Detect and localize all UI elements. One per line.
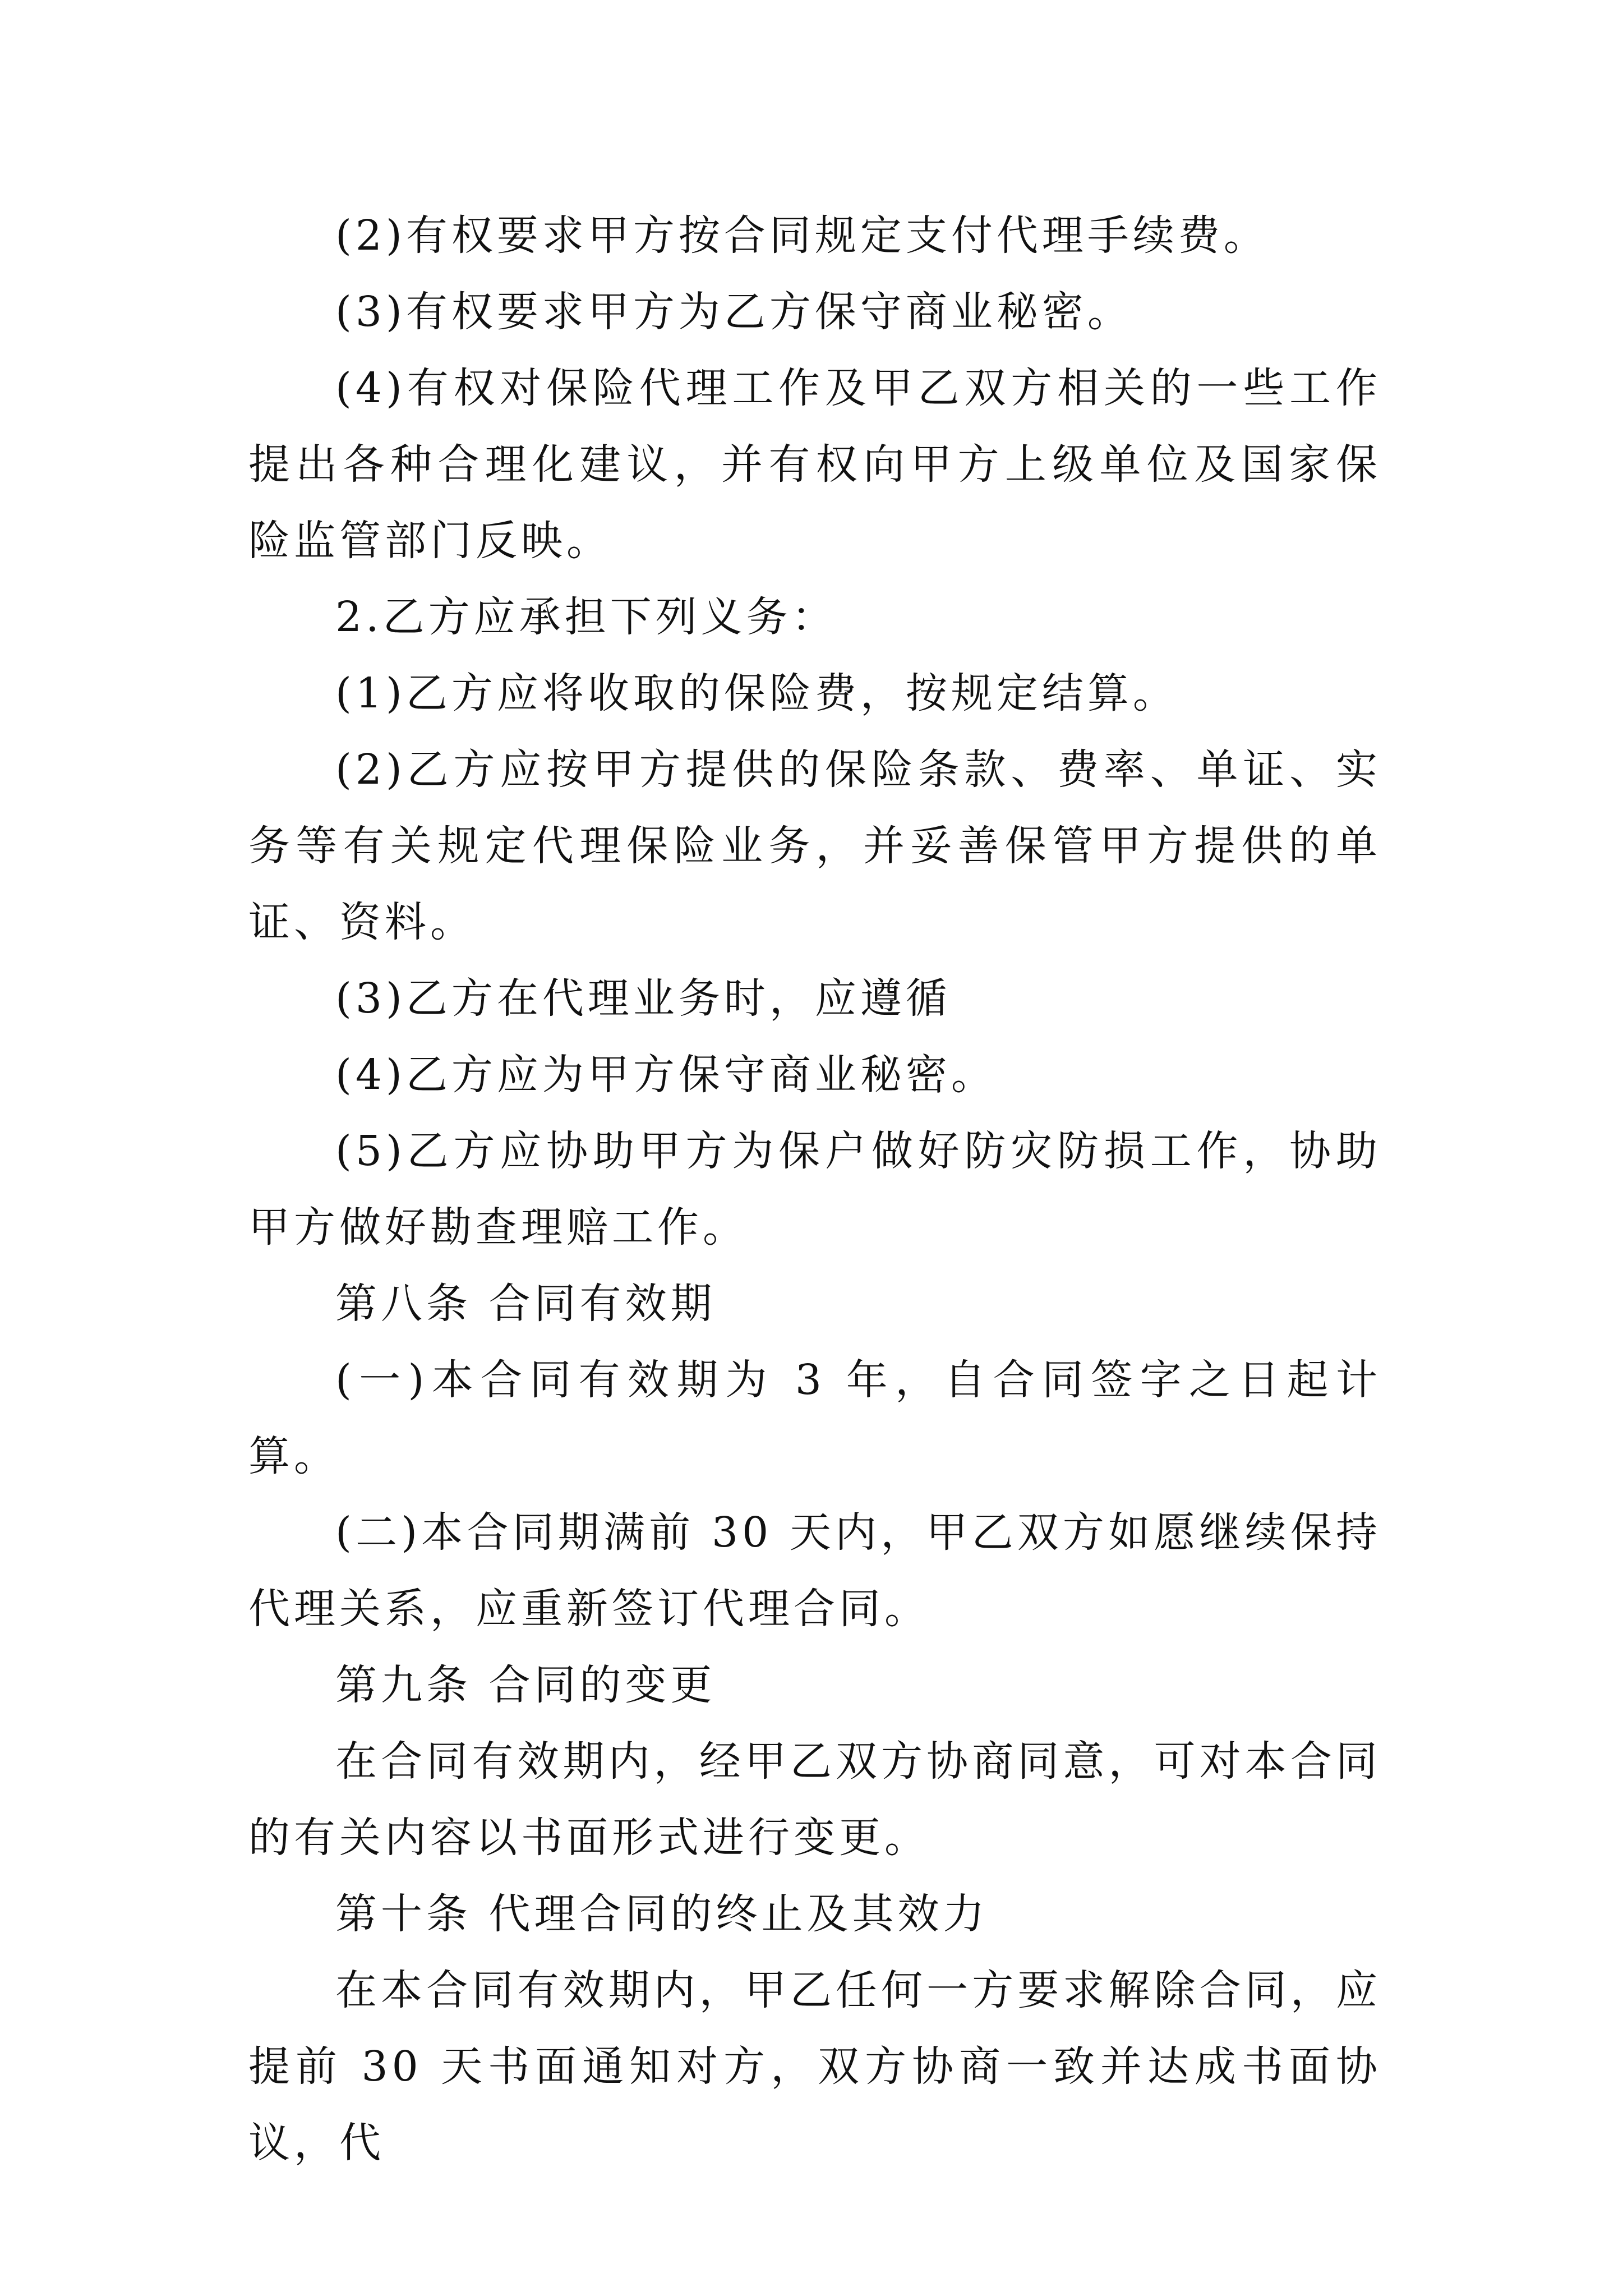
paragraph-validity-2: (二)本合同期满前 30 天内，甲乙双方如愿继续保持代理关系，应重新签订代理合同。 xyxy=(248,1508,1381,1633)
paragraph-obligation-4: (4)乙方应为甲方保守商业秘密。 xyxy=(335,1051,997,1099)
article-8-heading: 第八条 合同有效期 xyxy=(335,1280,716,1328)
paragraph-right-2: (2)有权要求甲方按合同规定支付代理手续费。 xyxy=(335,211,1269,260)
paragraph-obligation-2: (2)乙方应按甲方提供的保险条款、费率、单证、实务等有关规定代理保险业务，并妥善保管甲方提供的单证、资料。 xyxy=(248,746,1381,946)
paragraph-amendment: 在合同有效期内，经甲乙双方协商同意，可对本合同的有关内容以书面形式进行变更。 xyxy=(248,1737,1381,1862)
paragraph-validity-1: (一)本合同有效期为 3 年，自合同签字之日起计算。 xyxy=(248,1356,1381,1480)
document-body xyxy=(248,197,1381,2181)
article-10-heading: 第十条 代理合同的终止及其效力 xyxy=(335,1890,989,1938)
paragraph-right-4: (4)有权对保险代理工作及甲乙双方相关的一些工作提出各种合理化建议，并有权向甲方上级单位及国家保险监管部门反映。 xyxy=(248,364,1381,565)
paragraph-obligations-heading: 2.乙方应承担下列义务： xyxy=(335,593,837,641)
paragraph-obligation-5: (5)乙方应协助甲方为保户做好防灾防损工作，协助甲方做好勘查理赔工作。 xyxy=(248,1127,1381,1251)
paragraph-termination: 在本合同有效期内，甲乙任何一方要求解除合同，应提前 30 天书面通知对方，双方协商一致并达成书面协议，代 xyxy=(248,1966,1381,2167)
paragraph-obligation-1: (1)乙方应将收取的保险费，按规定结算。 xyxy=(335,669,1178,717)
paragraph-right-3: (3)有权要求甲方为乙方保守商业秘密。 xyxy=(335,288,1133,336)
article-9-heading: 第九条 合同的变更 xyxy=(335,1661,716,1709)
paragraph-obligation-3: (3)乙方在代理业务时，应遵循 xyxy=(335,974,951,1023)
